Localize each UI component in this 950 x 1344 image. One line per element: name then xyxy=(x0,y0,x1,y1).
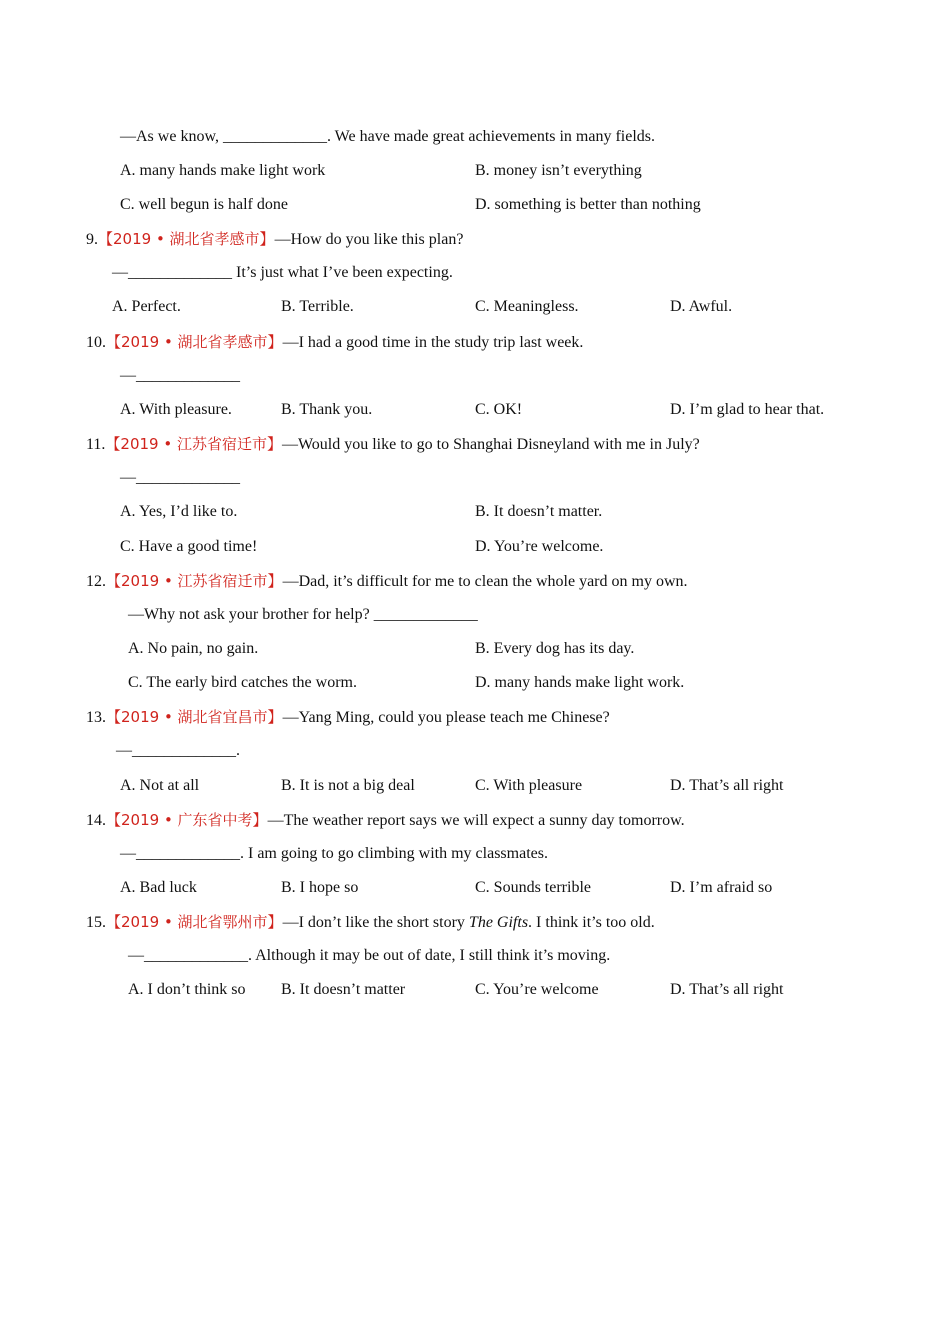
q15-option-b: B. It doesn’t matter xyxy=(281,981,406,998)
q13-option-d: D. That’s all right xyxy=(670,777,784,794)
q15-source-tag: 【2019 • 湖北省鄂州市】 xyxy=(106,913,283,931)
q15-story-title: The Gifts xyxy=(468,914,529,931)
q9-reply: —_____________ It’s just what I’ve been expecting. xyxy=(112,264,453,281)
q8-reply: —As we know, _____________. We have made great achievements in many fields. xyxy=(120,128,656,145)
q15-prompt-end: . I think it’s too old. xyxy=(528,914,655,931)
q11-source-tag: 【2019 • 江苏省宿迁市】 xyxy=(105,435,282,453)
q14-option-a: A. Bad luck xyxy=(120,879,197,896)
q8-option-a: A. many hands make light work xyxy=(120,162,326,179)
q14-option-b: B. I hope so xyxy=(281,879,359,896)
q10-option-c: C. OK! xyxy=(475,401,523,418)
q13-option-c: C. With pleasure xyxy=(475,777,583,794)
q8-option-c: C. well begun is half done xyxy=(120,196,288,213)
q15-question xyxy=(86,912,655,933)
q14-reply: —_____________. I am going to go climbing with my classmates. xyxy=(120,845,548,862)
q9-option-b: B. Terrible. xyxy=(281,298,354,315)
q11-option-c: C. Have a good time! xyxy=(120,538,258,555)
q13-source-tag: 【2019 • 湖北省宜昌市】 xyxy=(106,708,283,726)
q10-prompt: —I had a good time in the study trip last week. xyxy=(282,334,584,351)
q11-reply: —_____________ xyxy=(120,469,240,486)
q12-option-c: C. The early bird catches the worm. xyxy=(128,674,357,691)
q13-question xyxy=(86,707,610,728)
q11-option-a: A. Yes, I’d like to. xyxy=(120,503,238,520)
q9-option-a: A. Perfect. xyxy=(112,298,181,315)
q8-option-d: D. something is better than nothing xyxy=(475,196,701,213)
q14-option-c: C. Sounds terrible xyxy=(475,879,591,896)
q15-option-d: D. That’s all right xyxy=(670,981,784,998)
q15-prompt-start: —I don’t like the short story xyxy=(282,914,469,931)
q12-option-d: D. many hands make light work. xyxy=(475,674,685,691)
q10-option-d: D. I’m glad to hear that. xyxy=(670,401,825,418)
q8-option-b: B. money isn’t everything xyxy=(475,162,642,179)
q12-reply: —Why not ask your brother for help? _____________ xyxy=(128,606,478,623)
q15-reply: —_____________. Although it may be out of date, I still think it’s moving. xyxy=(128,947,611,964)
q9-option-c: C. Meaningless. xyxy=(475,298,579,315)
q10-reply: —_____________ xyxy=(120,367,240,384)
q12-option-a: A. No pain, no gain. xyxy=(128,640,259,657)
q15-option-c: C. You’re welcome xyxy=(475,981,599,998)
q9-number: 9. xyxy=(86,231,98,248)
q11-number: 11. xyxy=(86,436,106,453)
q12-number: 12. xyxy=(86,573,106,590)
q15-option-a: A. I don’t think so xyxy=(128,981,246,998)
q11-prompt: —Would you like to go to Shanghai Disneyland with me in July? xyxy=(281,436,700,453)
q9-prompt: —How do you like this plan? xyxy=(274,231,464,248)
q13-prompt: —Yang Ming, could you please teach me Chinese? xyxy=(282,709,610,726)
q10-question xyxy=(86,332,583,353)
q10-option-a: A. With pleasure. xyxy=(120,401,232,418)
q15-number: 15. xyxy=(86,914,106,931)
q14-option-d: D. I’m afraid so xyxy=(670,879,773,896)
q13-option-a: A. Not at all xyxy=(120,777,200,794)
q13-number: 13. xyxy=(86,709,106,726)
q11-option-d: D. You’re welcome. xyxy=(475,538,604,555)
q11-option-b: B. It doesn’t matter. xyxy=(475,503,603,520)
q14-prompt: —The weather report says we will expect a sunny day tomorrow. xyxy=(267,812,685,829)
q13-option-b: B. It is not a big deal xyxy=(281,777,415,794)
q14-question xyxy=(86,810,685,831)
q9-source-tag: 【2019 • 湖北省孝感市】 xyxy=(98,230,275,248)
q12-question xyxy=(86,571,688,592)
q9-question xyxy=(86,229,463,250)
q10-source-tag: 【2019 • 湖北省孝感市】 xyxy=(106,333,283,351)
q14-number: 14. xyxy=(86,812,106,829)
q10-option-b: B. Thank you. xyxy=(281,401,373,418)
q12-option-b: B. Every dog has its day. xyxy=(475,640,635,657)
q12-source-tag: 【2019 • 江苏省宿迁市】 xyxy=(106,572,283,590)
q13-reply: —_____________. xyxy=(116,742,240,759)
q11-question xyxy=(86,434,700,455)
q12-prompt: —Dad, it’s difficult for me to clean the whole yard on my own. xyxy=(282,573,688,590)
q14-source-tag: 【2019 • 广东省中考】 xyxy=(106,811,268,829)
q10-number: 10. xyxy=(86,334,106,351)
q9-option-d: D. Awful. xyxy=(670,298,733,315)
